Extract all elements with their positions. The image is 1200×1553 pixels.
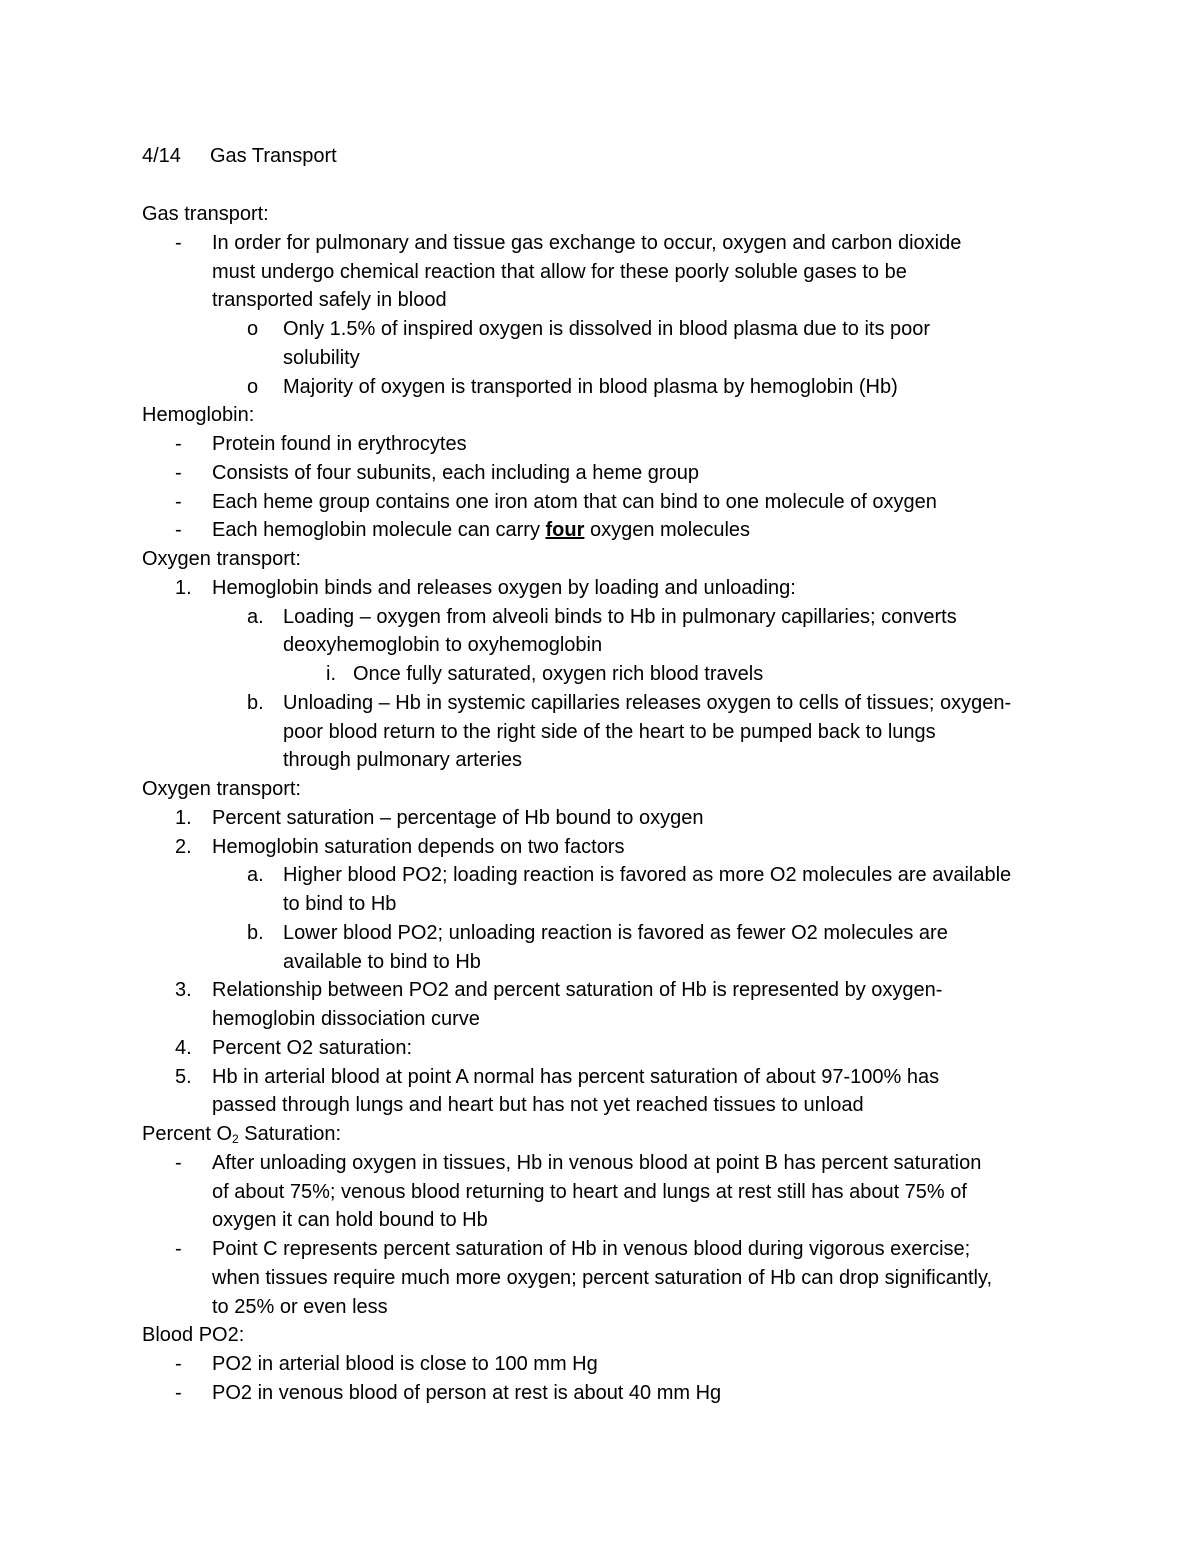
list-item: - PO2 in venous blood of person at rest is about 40 mm Hg xyxy=(175,1381,722,1404)
section-heading: Gas transport: xyxy=(142,203,269,225)
lettered-item: a. Higher blood PO2; loading reaction is favored as more O2 molecules are available xyxy=(247,864,1012,887)
numbered-item-continued: passed through lungs and heart but has not yet reached tissues to unload xyxy=(212,1094,864,1117)
list-item-continued: must undergo chemical reaction that allow for these poorly soluble gases to be xyxy=(212,260,907,283)
list-item-continued: to 25% or even less xyxy=(212,1295,388,1318)
list-item: - Each heme group contains one iron atom that can bind to one molecule of oxygen xyxy=(175,490,937,513)
lettered-item-continued: poor blood return to the right side of the heart to be pumped back to lungs xyxy=(283,720,936,743)
list-item: - Point C represents percent saturation of Hb in venous blood during vigorous exercise; xyxy=(175,1238,971,1260)
list-item: - PO2 in arterial blood is close to 100 mm Hg xyxy=(175,1353,598,1375)
list-item: - After unloading oxygen in tissues, Hb in venous blood at point B has percent saturation xyxy=(175,1151,982,1174)
section-heading: Oxygen transport: xyxy=(142,548,301,570)
lettered-item-continued: through pulmonary arteries xyxy=(283,749,523,772)
list-item: - Consists of four subunits, each including a heme group xyxy=(175,461,699,484)
section-heading: Oxygen transport: xyxy=(142,778,301,800)
numbered-item: 1. Hemoglobin binds and releases oxygen by loading and unloading: xyxy=(175,576,796,599)
lettered-item-continued: to bind to Hb xyxy=(283,893,397,915)
roman-item: i. Once fully saturated, oxygen rich blood travels xyxy=(326,663,764,685)
lettered-item-continued: available to bind to Hb xyxy=(283,950,481,973)
notes-content xyxy=(142,200,1072,1408)
numbered-item-continued: hemoglobin dissociation curve xyxy=(212,1008,480,1030)
emphasized-text: four xyxy=(545,519,585,542)
title-date: 4/14 xyxy=(142,145,181,167)
section-heading: Percent $O_2$ Saturation: xyxy=(142,1123,342,1146)
numbered-item: 2. Hemoglobin saturation depends on two factors xyxy=(175,835,625,858)
list-item-continued: of about 75%; venous blood returning to heart and lungs at rest still has about 75% of xyxy=(212,1180,967,1203)
title-text: Gas Transport xyxy=(210,145,337,167)
list-item: - Protein found in erythrocytes xyxy=(175,433,467,455)
list-item-continued: when tissues require much more oxygen; percent saturation of Hb can drop significantly, xyxy=(212,1266,993,1289)
sub-list-item-continued: solubility xyxy=(283,346,360,369)
list-item: - In order for pulmonary and tissue gas exchange to occur, oxygen and carbon dioxide xyxy=(175,231,962,254)
list-item-continued: transported safely in blood xyxy=(212,289,447,312)
lettered-item: a. Loading – oxygen from alveoli binds to Hb in pulmonary capillaries; converts xyxy=(247,605,957,628)
numbered-item: 3. Relationship between PO2 and percent saturation of Hb is represented by oxygen- xyxy=(175,979,943,1002)
numbered-item: 5. Hb in arterial blood at point A normal has percent saturation of about 97-100% has xyxy=(175,1065,940,1088)
sub-list-item: o Majority of oxygen is transported in blood plasma by hemoglobin (Hb) xyxy=(247,375,898,398)
section-heading: Hemoglobin: xyxy=(142,404,255,427)
sub-list-item: o Only 1.5% of inspired oxygen is dissolved in blood plasma due to its poor xyxy=(247,318,931,340)
section-heading: Blood PO2: xyxy=(142,1324,245,1347)
lettered-item-continued: deoxyhemoglobin to oxyhemoglobin xyxy=(283,634,603,657)
list-item-continued: oxygen it can hold bound to Hb xyxy=(212,1209,488,1232)
lettered-item: b. Unloading – Hb in systemic capillaries releases oxygen to cells of tissues; oxygen- xyxy=(247,691,1012,714)
lettered-item: b. Lower blood PO2; unloading reaction is favored as fewer O2 molecules are xyxy=(247,921,948,944)
numbered-item: 1. Percent saturation – percentage of Hb bound to oxygen xyxy=(175,806,704,829)
list-item: - Each hemoglobin molecule can carry four oxygen molecules xyxy=(175,519,751,542)
numbered-item: 4. Percent O2 saturation: xyxy=(175,1036,413,1059)
